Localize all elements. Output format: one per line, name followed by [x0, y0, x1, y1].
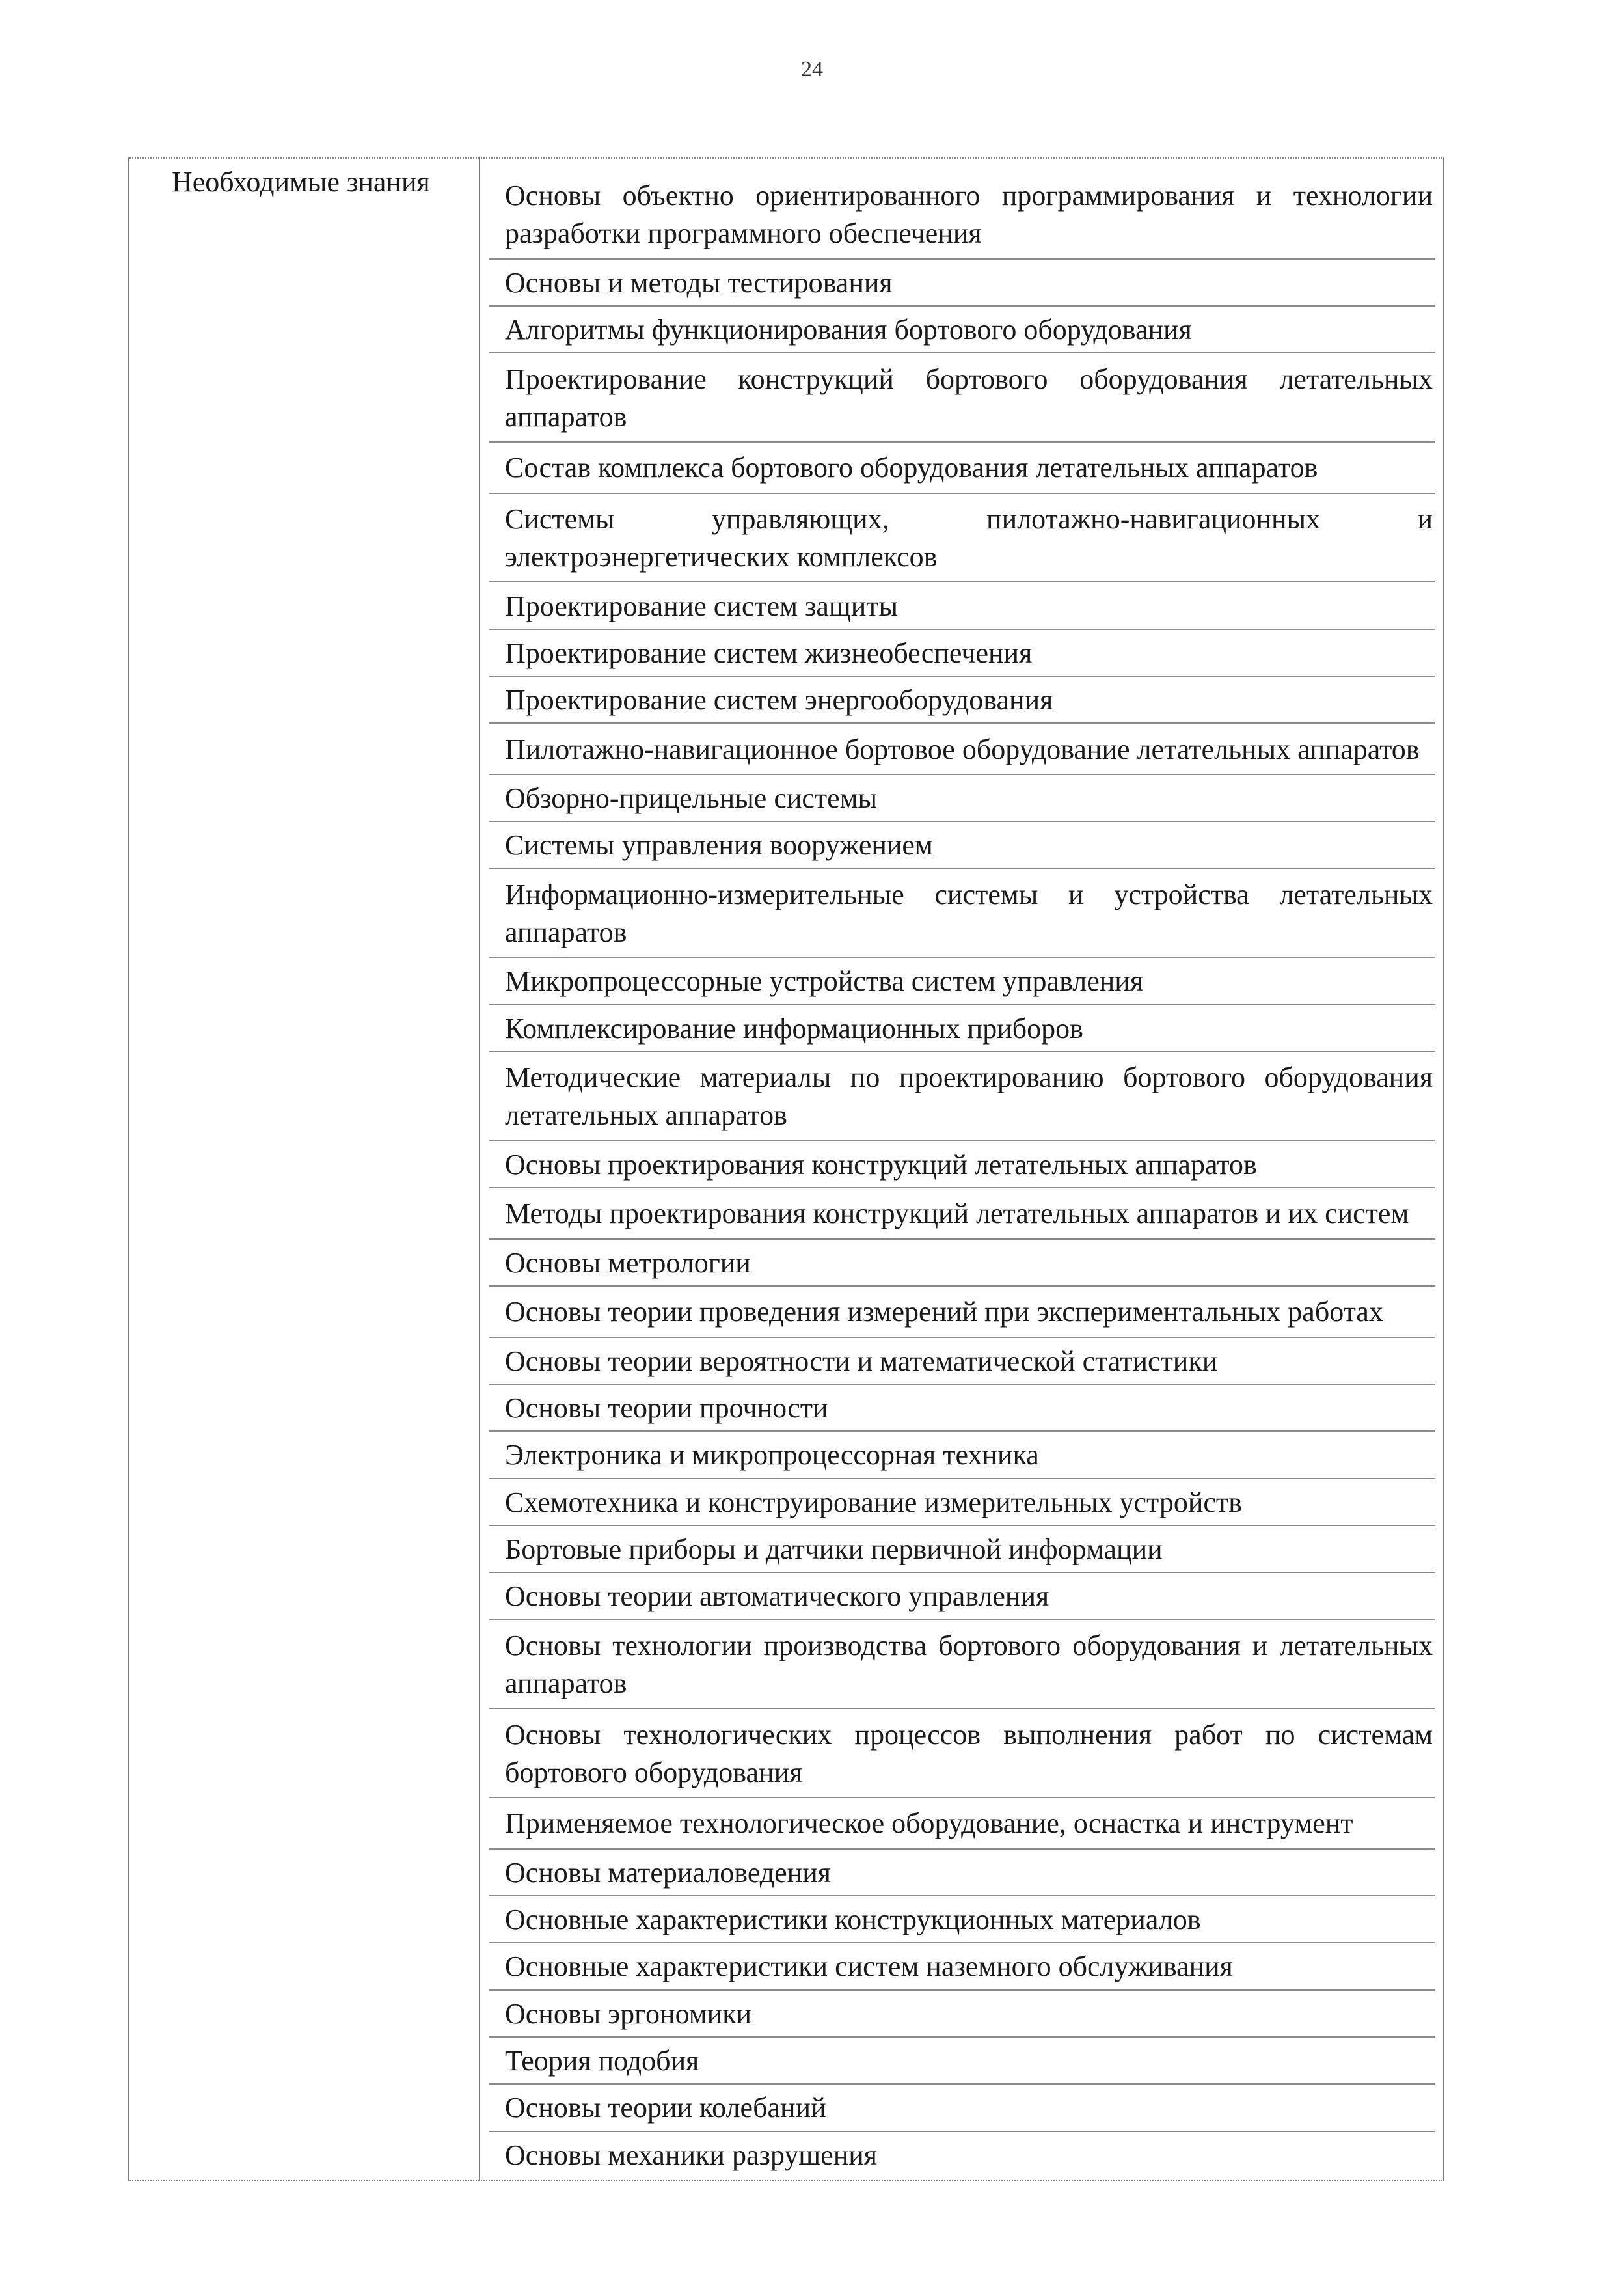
list-item: Пилотажно-навигационное бортовое оборудование летательных аппаратов: [489, 724, 1435, 775]
list-item: Основы эргономики: [489, 1991, 1435, 2038]
list-item: Состав комплекса бортового оборудования летательных аппаратов: [489, 443, 1435, 494]
list-item: Основы материаловедения: [489, 1850, 1435, 1896]
list-item: Проектирование систем защиты: [489, 582, 1435, 629]
list-item: Системы управляющих, пилотажно-навигационных и электроэнергетических комплексов: [489, 494, 1435, 583]
list-item: Алгоритмы функционирования бортового оборудования: [489, 307, 1435, 353]
list-item: Основы теории прочности: [489, 1385, 1435, 1432]
list-item: Основы метрологии: [489, 1240, 1435, 1287]
list-item: Системы управления вооружением: [489, 822, 1435, 869]
column-divider: [479, 157, 480, 2180]
list-item: Схемотехника и конструирование измерительных устройств: [489, 1479, 1435, 1526]
list-item: Основы теории автоматического управления: [489, 1573, 1435, 1620]
list-item: Основные характеристики конструкционных материалов: [489, 1896, 1435, 1943]
knowledge-list: [489, 171, 1435, 2178]
list-item: Основы проектирования конструкций летательных аппаратов: [489, 1142, 1435, 1188]
list-item: Электроника и микропроцессорная техника: [489, 1432, 1435, 1479]
list-item: Информационно-измерительные системы и устройства летательных аппаратов: [489, 869, 1435, 959]
list-item: Методы проектирования конструкций летательных аппаратов и их систем: [489, 1188, 1435, 1240]
table-top-border: [128, 157, 1444, 159]
list-item: Основы объектно ориентированного программирования и технологии разработки программного обеспечения: [489, 171, 1435, 260]
list-item: Проектирование систем энергооборудования: [489, 677, 1435, 724]
list-item: Обзорно-прицельные системы: [489, 775, 1435, 822]
list-item: Основные характеристики систем наземного обслуживания: [489, 1943, 1435, 1990]
list-item: Бортовые приборы и датчики первичной информации: [489, 1526, 1435, 1573]
page-number: 24: [801, 57, 823, 81]
list-item: Микропроцессорные устройства систем управления: [489, 958, 1435, 1005]
list-item: Основы технологических процессов выполнения работ по системам бортового оборудования: [489, 1709, 1435, 1798]
list-item: Основы и методы тестирования: [489, 260, 1435, 307]
list-item: Проектирование конструкций бортового оборудования летательных аппаратов: [489, 353, 1435, 443]
list-item: Основы технологии производства бортового оборудования и летательных аппаратов: [489, 1620, 1435, 1710]
list-item: Основы теории проведения измерений при экспериментальных работах: [489, 1287, 1435, 1338]
table-label: Необходимые знания: [172, 166, 430, 198]
list-item: Основы механики разрушения: [505, 2139, 878, 2171]
list-item: Методические материалы по проектированию бортового оборудования летательных аппаратов: [489, 1052, 1435, 1142]
list-item: Проектирование систем жизнеобеспечения: [489, 630, 1435, 677]
list-item: Основы теории вероятности и математической статистики: [489, 1338, 1435, 1385]
list-item: Основы теории колебаний: [489, 2085, 1435, 2131]
list-item: Теория подобия: [489, 2038, 1435, 2085]
list-item: Применяемое технологическое оборудование, оснастка и инструмент: [489, 1798, 1435, 1850]
table-bottom-border: [128, 2180, 1444, 2181]
list-item: Комплексирование информационных приборов: [489, 1005, 1435, 1052]
